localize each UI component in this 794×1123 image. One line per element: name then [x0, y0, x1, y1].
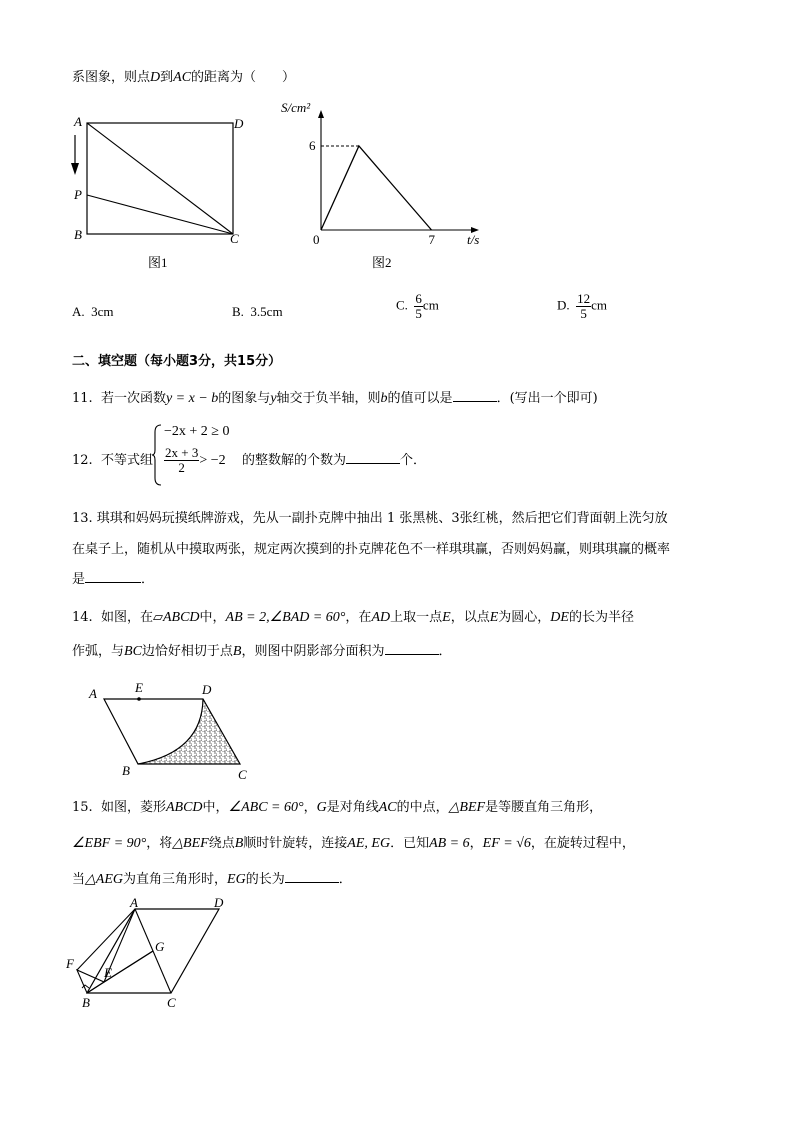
- shape-name: ABCD: [162, 610, 200, 625]
- q11-text: 轴交于负半轴，则: [276, 391, 381, 406]
- q15-text: 如图，菱形: [100, 800, 166, 815]
- q14-text: ，以点: [450, 610, 490, 625]
- question-13-line-3: [72, 568, 154, 587]
- q15-text: ，将: [146, 836, 173, 851]
- q10-figure-2-chart: [276, 98, 486, 278]
- label-d: D: [234, 116, 244, 131]
- question-11: [72, 387, 598, 407]
- option-letter: C.: [396, 297, 408, 313]
- option-letter: D.: [557, 297, 570, 313]
- q14-text: 为圆心，: [498, 610, 551, 625]
- numerator: 6: [415, 291, 422, 306]
- triangle-bef: △BEF: [172, 836, 209, 851]
- segment-ac: AC: [378, 800, 397, 815]
- q14-text: ，则图中阴影部分面积为: [241, 644, 385, 659]
- inequality-1: −2x + 2 ≥ 0: [164, 424, 230, 439]
- label-e: E: [104, 965, 112, 980]
- question-14-line-2: [72, 640, 452, 660]
- q14-text: 如图，在: [100, 610, 153, 625]
- question-14-line-1: [72, 606, 634, 626]
- q15-text: 绕点: [208, 836, 235, 851]
- denominator: 5: [580, 306, 587, 321]
- q15-text: ．: [338, 872, 352, 887]
- segment-ad: AD: [371, 610, 391, 625]
- q13-text: 是: [72, 572, 86, 587]
- segment-bc: BC: [124, 644, 142, 659]
- q10-text: 到: [160, 70, 174, 85]
- option-unit: cm: [591, 297, 608, 313]
- q15-text: ．已知: [390, 836, 430, 851]
- inequality-system: [152, 424, 242, 486]
- numerator: 12: [577, 291, 591, 306]
- question-12: [72, 449, 153, 468]
- option-value: 3cm: [91, 304, 114, 319]
- option-d[interactable]: [557, 292, 607, 321]
- q14-text: 中，: [199, 610, 226, 625]
- point-e: E: [442, 610, 451, 625]
- q12-text: 的整数解的个数为: [242, 453, 347, 468]
- segment-eg: EG: [227, 872, 246, 887]
- q15-text: 的中点，: [396, 800, 449, 815]
- question-number: 12.: [72, 453, 93, 468]
- fraction: [414, 292, 423, 321]
- point-b: B: [234, 836, 244, 851]
- q14-text: 作弧，与: [72, 644, 125, 659]
- answer-blank[interactable]: [85, 570, 141, 583]
- question-13-line-1: 13. 琪琪和妈妈玩摸纸牌游戏，先从一副扑克牌中抽出 1 张黑桃、3张红桃，然后把它们背面朝上洗匀放: [72, 511, 668, 526]
- figure-1-caption: 图1: [148, 255, 168, 270]
- q11-text: 的值可以是: [387, 391, 453, 406]
- var-y: y: [270, 391, 277, 406]
- length-condition: AB = 6: [429, 836, 470, 851]
- fraction: [576, 292, 591, 321]
- segment-ac: AC: [173, 70, 192, 85]
- origin-label: 0: [313, 232, 320, 247]
- q11-text: 若一次函数: [100, 391, 166, 406]
- segments-ae-eg: AE, EG: [347, 836, 391, 851]
- label-d: D: [202, 682, 212, 697]
- triangle-aeg: △AEG: [85, 872, 123, 887]
- label-a: A: [74, 114, 82, 129]
- question-number: 11.: [72, 391, 93, 406]
- label-f: F: [66, 956, 74, 971]
- denominator: 5: [415, 306, 422, 321]
- y-axis-label: S/cm²: [281, 100, 311, 115]
- q14-text: 的长为半径: [568, 610, 634, 625]
- question-15-line-1: [72, 796, 602, 816]
- option-letter: A.: [72, 304, 85, 319]
- answer-blank[interactable]: [346, 451, 400, 464]
- q14-figure: [82, 676, 262, 786]
- triangle-bef: △BEF: [448, 800, 486, 815]
- label-g: G: [155, 939, 165, 954]
- figure-2-caption: 图2: [372, 255, 392, 270]
- arrow-down-icon: [71, 163, 79, 175]
- q15-text: 的长为: [245, 872, 285, 887]
- q15-figure: [66, 896, 236, 1014]
- point-e: E: [489, 610, 499, 625]
- label-a: A: [130, 896, 138, 910]
- question-number: 14.: [72, 610, 93, 625]
- option-c[interactable]: [396, 292, 439, 321]
- label-c: C: [238, 767, 247, 782]
- q15-text: 是等腰直角三角形，: [485, 800, 603, 815]
- angle-condition: ∠ABC = 60°: [228, 800, 304, 815]
- question-number: 15.: [72, 800, 93, 815]
- q12-text: 不等式组: [100, 453, 153, 468]
- point-b: B: [232, 644, 242, 659]
- option-letter: B.: [232, 304, 244, 319]
- segment-pc: [87, 195, 233, 234]
- section-heading: 二、填空题（每小题3分，共15分）: [72, 354, 282, 369]
- x-tick-label: 7: [428, 232, 436, 247]
- option-value: 3.5cm: [250, 304, 283, 319]
- q15-text: 为直角三角形时，: [123, 872, 228, 887]
- q12-text: 个．: [400, 453, 427, 468]
- q14-text: 边恰好相切于点: [141, 644, 233, 659]
- q15-text: ，: [303, 800, 317, 815]
- question-13-line-2: 在桌子上，随机从中摸取两张，规定两次摸到的扑克牌花色不一样琪琪赢，否则妈妈赢，则琪琪赢的概率: [72, 542, 671, 557]
- triangle-bef: [77, 970, 104, 993]
- q14-text: 上取一点: [390, 610, 443, 625]
- q15-text: 顺时针旋转，连接: [243, 836, 348, 851]
- answer-blank[interactable]: [385, 642, 439, 655]
- q11-text: ．(写出一个即可): [496, 391, 598, 406]
- q11-text: 的图象与: [218, 391, 271, 406]
- option-a[interactable]: [72, 304, 114, 320]
- q14-text: ，在: [345, 610, 372, 625]
- x-axis-label: t/s: [467, 232, 480, 247]
- q15-text: 中，: [202, 800, 229, 815]
- option-b[interactable]: [232, 304, 283, 320]
- q10-stem: [72, 66, 295, 86]
- label-a: A: [89, 686, 97, 701]
- q15-text: 当: [72, 872, 86, 887]
- denominator: 2: [178, 460, 185, 475]
- q15-text: ，: [469, 836, 483, 851]
- inequality-2: [164, 446, 226, 475]
- label-e: E: [135, 680, 143, 695]
- numerator: 2x + 3: [165, 445, 199, 460]
- formula: y = x − b: [165, 391, 219, 406]
- q15-text: 是对角线: [326, 800, 379, 815]
- y-tick-label: 6: [309, 138, 316, 153]
- q10-text: 的距离为（ ）: [191, 70, 296, 85]
- condition: AB = 2,∠BAD = 60°: [225, 610, 346, 625]
- label-d: D: [214, 896, 224, 910]
- point-e-dot: [137, 697, 141, 701]
- area-curve-series: [321, 146, 432, 230]
- option-unit: cm: [422, 297, 439, 313]
- answer-blank[interactable]: [453, 389, 497, 402]
- left-brace-icon: [152, 424, 162, 486]
- q13-text: ．: [141, 572, 155, 587]
- label-p: P: [74, 187, 82, 202]
- angle-condition: ∠EBF = 90°: [72, 836, 147, 851]
- shaded-region: [138, 699, 240, 764]
- label-c: C: [230, 231, 239, 246]
- shape-name: ABCD: [165, 800, 203, 815]
- question-12-tail: [242, 449, 426, 468]
- var-b: b: [380, 391, 388, 406]
- q10-text: 系图象，则点: [72, 70, 151, 85]
- point-g: G: [316, 800, 327, 815]
- label-b: B: [122, 763, 130, 778]
- right-angle-mark: [82, 985, 89, 988]
- label-c: C: [167, 995, 176, 1010]
- length-condition: EF = √6: [482, 836, 531, 851]
- y-axis-arrow-icon: [318, 110, 324, 118]
- segment-de: DE: [550, 610, 569, 625]
- q10-figure-1: [66, 105, 256, 275]
- question-15-line-2: [72, 832, 635, 852]
- q14-text: ．: [438, 644, 452, 659]
- answer-blank[interactable]: [285, 870, 339, 883]
- label-b: B: [74, 227, 82, 242]
- parallelogram-symbol: ▱: [152, 610, 163, 625]
- diagonal-ac: [87, 123, 233, 234]
- label-b: B: [82, 995, 90, 1010]
- q15-text: ，在旋转过程中，: [530, 836, 635, 851]
- point-d: D: [150, 70, 161, 85]
- question-15-line-3: [72, 868, 352, 888]
- fraction: [164, 446, 199, 475]
- inequality-rhs: > −2: [199, 453, 226, 468]
